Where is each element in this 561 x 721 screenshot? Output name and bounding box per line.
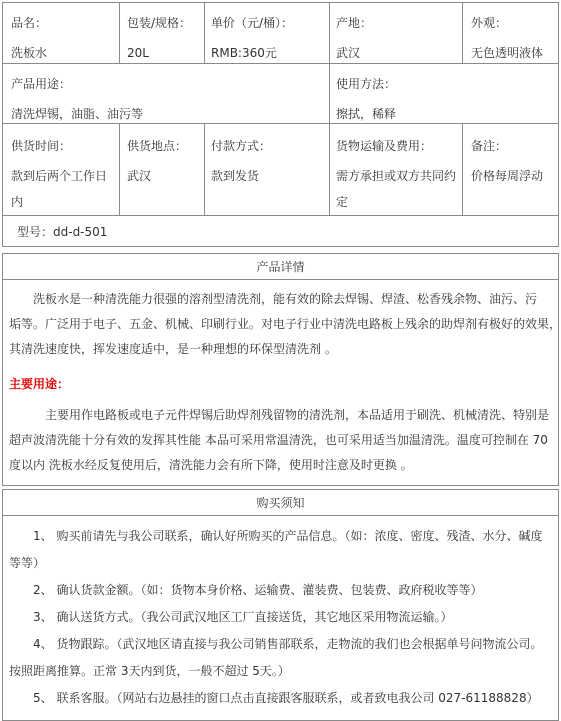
appearance-value: 无色透明液体 bbox=[471, 46, 544, 60]
package-label: 包装/规格： bbox=[127, 16, 192, 30]
purchase-body-cell bbox=[2, 515, 559, 721]
payment-value: 款到发货 bbox=[211, 169, 260, 183]
note-label: 备注： bbox=[471, 139, 508, 153]
purpose-label: 产品用途： bbox=[11, 77, 72, 91]
usage-cell-purpose bbox=[2, 63, 330, 124]
intro-line: 洗板水是一种清洗能力很强的溶剂型清洗剂，能有效的除去焊锡、焊渣、松香残余物、油污、污 bbox=[33, 292, 538, 306]
name-value: 洗板水 bbox=[11, 46, 48, 60]
shipping-value-line1: 需方承担或双方共同约 bbox=[336, 169, 457, 183]
purchase-list bbox=[9, 523, 542, 712]
time-value-line2: 内 bbox=[11, 195, 24, 209]
spec-cell-price bbox=[204, 2, 330, 64]
price-value: RMB:360元 bbox=[211, 46, 277, 60]
supply-cell-note bbox=[462, 123, 559, 216]
spec-cell-package bbox=[119, 2, 205, 64]
note-value: 价格每周浮动 bbox=[471, 169, 544, 183]
details-intro bbox=[9, 287, 561, 362]
details-header: 产品详情 bbox=[256, 260, 305, 274]
purchase-item: 等等） bbox=[9, 556, 46, 570]
method-label: 使用方法： bbox=[336, 77, 397, 91]
details-body-cell bbox=[2, 279, 559, 486]
spec-cell-origin bbox=[329, 2, 463, 64]
purchase-item: 3、 确认送货方式。（我公司武汉地区工厂直接送货，其它地区采用物流运输。） bbox=[33, 610, 453, 624]
spec-cell-appearance bbox=[462, 2, 559, 64]
model-cell bbox=[2, 215, 559, 247]
price-label: 单价（元/桶）： bbox=[211, 16, 294, 30]
main-use-title: 主要用途： bbox=[9, 377, 70, 391]
supply-cell-time bbox=[2, 123, 120, 216]
spec-cell-name bbox=[2, 2, 120, 64]
method-value: 擦拭，稀释 bbox=[336, 107, 397, 121]
main-use-line: 度以内 洗板水经反复使用后，清洗能力会有所下降，使用时注意及时更换 。 bbox=[9, 458, 413, 472]
supply-cell-place bbox=[119, 123, 205, 216]
purchase-item: 5、 联系客服。（网站右边悬挂的窗口点击直接跟客服联系，或者致电我公司 027-61188828） bbox=[33, 691, 539, 705]
main-use-line: 主要用作电路板或电子元件焊锡后助焊剂残留物的清洗剂，本品适用于刷洗、机械清洗、特别是 bbox=[45, 408, 550, 422]
purchase-header-cell bbox=[2, 489, 559, 516]
supply-cell-shipping bbox=[329, 123, 463, 216]
payment-label: 付款方式： bbox=[211, 139, 272, 153]
usage-cell-method bbox=[329, 63, 559, 124]
purchase-item: 2、 确认货款金额。（如：货物本身价格、运输费、灌装费、包装费、政府税收等等） bbox=[33, 583, 483, 597]
purchase-header: 购买须知 bbox=[256, 496, 305, 510]
time-label: 供货时间： bbox=[11, 139, 72, 153]
intro-line: 其清洗速度快，挥发速度适中，是一种理想的环保型清洗剂 。 bbox=[9, 342, 337, 356]
origin-label: 产地： bbox=[336, 16, 373, 30]
shipping-value-line2: 定 bbox=[336, 195, 349, 209]
purpose-value: 清洗焊锡，油脂、油污等 bbox=[11, 107, 144, 121]
purchase-item: 1、 购买前请先与我公司联系，确认好所购买的产品信息。（如：浓度、密度、残渣、水分、碱度 bbox=[33, 529, 543, 543]
place-value: 武汉 bbox=[127, 169, 152, 183]
supply-cell-payment bbox=[204, 123, 330, 216]
name-label: 品名： bbox=[11, 16, 48, 30]
shipping-label: 货物运输及费用： bbox=[336, 139, 433, 153]
intro-line: 垢等。广泛用于电子、五金、机械、印刷行业。对电子行业中清洗电路板上残余的助焊剂有极好的效果， bbox=[9, 317, 561, 331]
origin-value: 武汉 bbox=[336, 46, 361, 60]
purchase-item: 按照距离推算。正常 3天内到货，一般不超过 5天。） bbox=[9, 664, 290, 678]
appearance-label: 外观： bbox=[471, 16, 508, 30]
time-value-line1: 款到后两个工作日 bbox=[11, 169, 108, 183]
details-header-cell bbox=[2, 253, 559, 280]
main-use-text bbox=[9, 403, 549, 478]
main-use-line: 超声波清洗能十分有效的发挥其性能 本品可采用常温清洗，也可采用适当加温清洗。温度可控制在 70 bbox=[9, 433, 548, 447]
purchase-item: 4、 货物跟踪。（武汉地区请直接与我公司销售部联系，走物流的我们也会根据单号问物流公司。 bbox=[33, 637, 543, 651]
place-label: 供货地点： bbox=[127, 139, 188, 153]
package-value: 20L bbox=[127, 46, 149, 60]
model-text: 型号：dd-d-501 bbox=[17, 225, 108, 239]
